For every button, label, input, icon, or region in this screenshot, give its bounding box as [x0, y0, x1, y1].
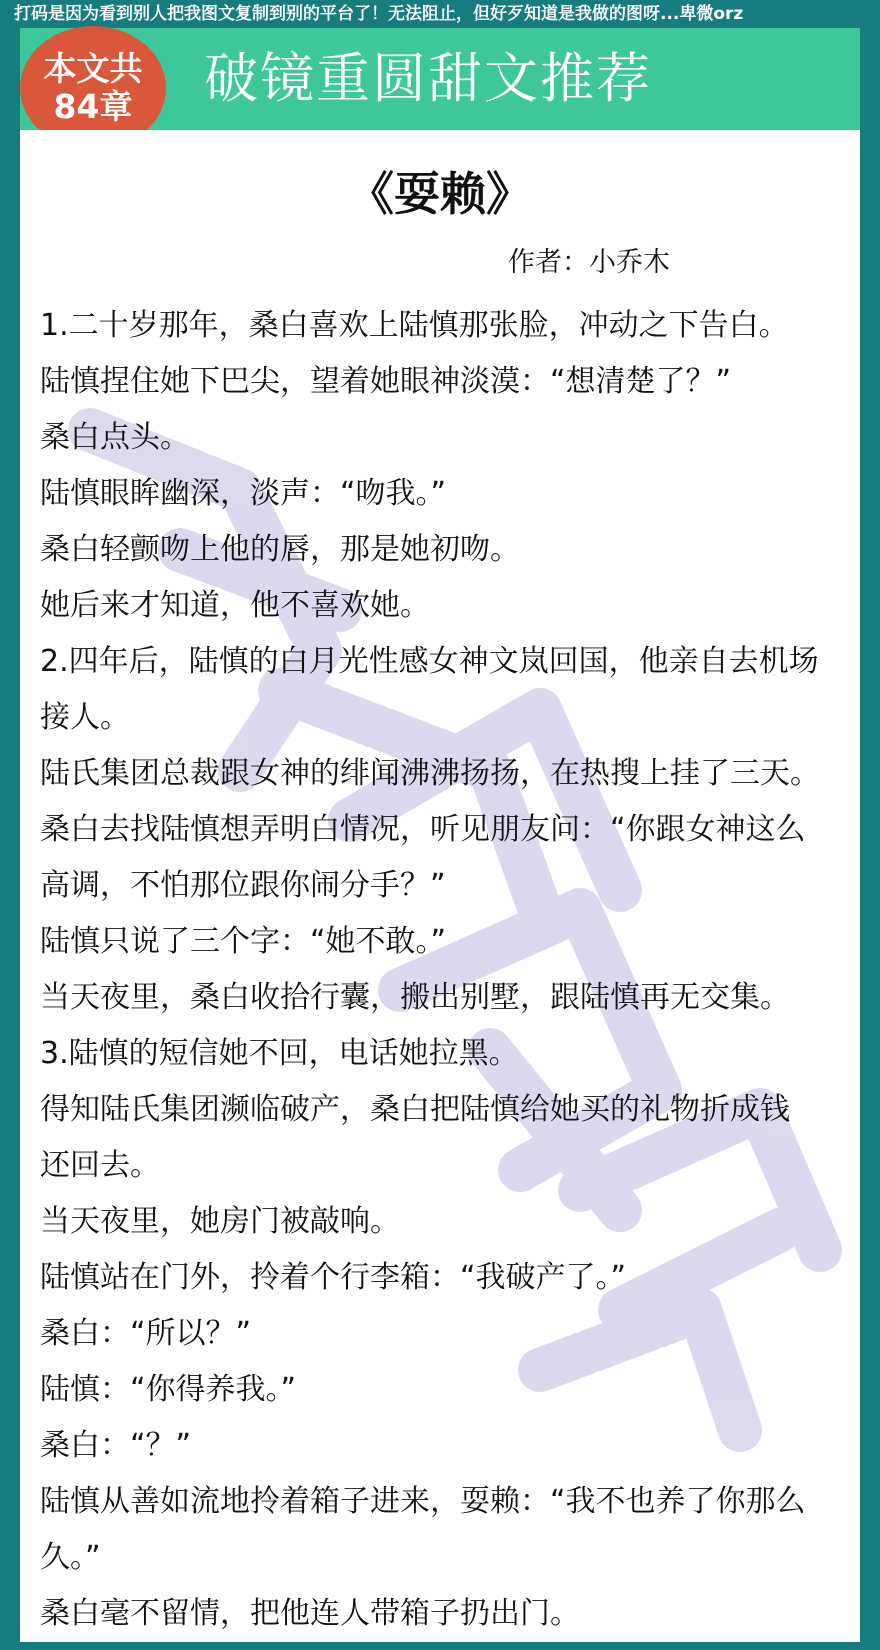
badge-line-1: 本文共: [43, 49, 143, 88]
synopsis-line: 桑白：“？”: [40, 1428, 192, 1463]
synopsis-line: 高调，不怕那位跟你闹分手？”: [40, 868, 446, 903]
badge-line-2: 84章: [53, 87, 133, 126]
synopsis-text: [40, 298, 860, 1642]
copyright-notice: 打码是因为看到别人把我图文复制到别的平台了！无法阻止，但好歹知道是我做的图呀...卑微orz: [14, 4, 744, 24]
synopsis-line: 陆慎站在门外，拎着个行李箱：“我破产了。”: [40, 1260, 627, 1295]
synopsis-line: 得知陆氏集团濒临破产，桑白把陆慎给她买的礼物折成钱: [40, 1092, 790, 1127]
synopsis-line: 还回去。: [40, 1148, 160, 1183]
synopsis-line: 当天夜里，她房门被敲响。: [40, 1204, 400, 1239]
synopsis-line: 陆慎从善如流地拎着箱子进来，耍赖：“我不也养了你那么: [40, 1484, 806, 1519]
synopsis-line: 桑白毫不留情，把他连人带箱子扔出门。: [40, 1596, 580, 1631]
synopsis-line: 1.二十岁那年，桑白喜欢上陆慎那张脸，冲动之下告白。: [40, 308, 789, 343]
content-card: [20, 130, 860, 1642]
synopsis-line: 久。”: [40, 1540, 101, 1575]
synopsis-line: 桑白：“所以？”: [40, 1316, 252, 1351]
synopsis-line: 陆氏集团总裁跟女神的绯闻沸沸扬扬，在热搜上挂了三天。: [40, 756, 820, 791]
synopsis-line: 桑白点头。: [40, 420, 190, 455]
synopsis-line: 陆慎只说了三个字：“她不敢。”: [40, 924, 447, 959]
synopsis-line: 陆慎：“你得养我。”: [40, 1372, 297, 1407]
synopsis-line: 桑白去找陆慎想弄明白情况，听见朋友问：“你跟女神这么: [40, 812, 806, 847]
synopsis-line: 3.陆慎的短信她不回，电话她拉黑。: [40, 1036, 519, 1071]
synopsis-line: 她后来才知道，他不喜欢她。: [40, 588, 430, 623]
synopsis-line: 桑白轻颤吻上他的唇，那是她初吻。: [40, 532, 520, 567]
synopsis-line: 2.四年后，陆慎的白月光性感女神文岚回国，他亲自去机场: [40, 644, 819, 679]
synopsis-line: 接人。: [40, 700, 130, 735]
synopsis-line: 陆慎眼眸幽深，淡声：“吻我。”: [40, 476, 447, 511]
book-author: 作者：小乔木: [508, 247, 670, 278]
synopsis-line: 陆慎捏住她下巴尖，望着她眼神淡漠：“想清楚了？”: [40, 364, 732, 399]
synopsis-line: 当天夜里，桑白收拾行囊，搬出别墅，跟陆慎再无交集。: [40, 980, 790, 1015]
book-title: 《耍赖》: [348, 167, 532, 221]
banner-title: 破镜重圆甜文推荐: [204, 47, 652, 110]
